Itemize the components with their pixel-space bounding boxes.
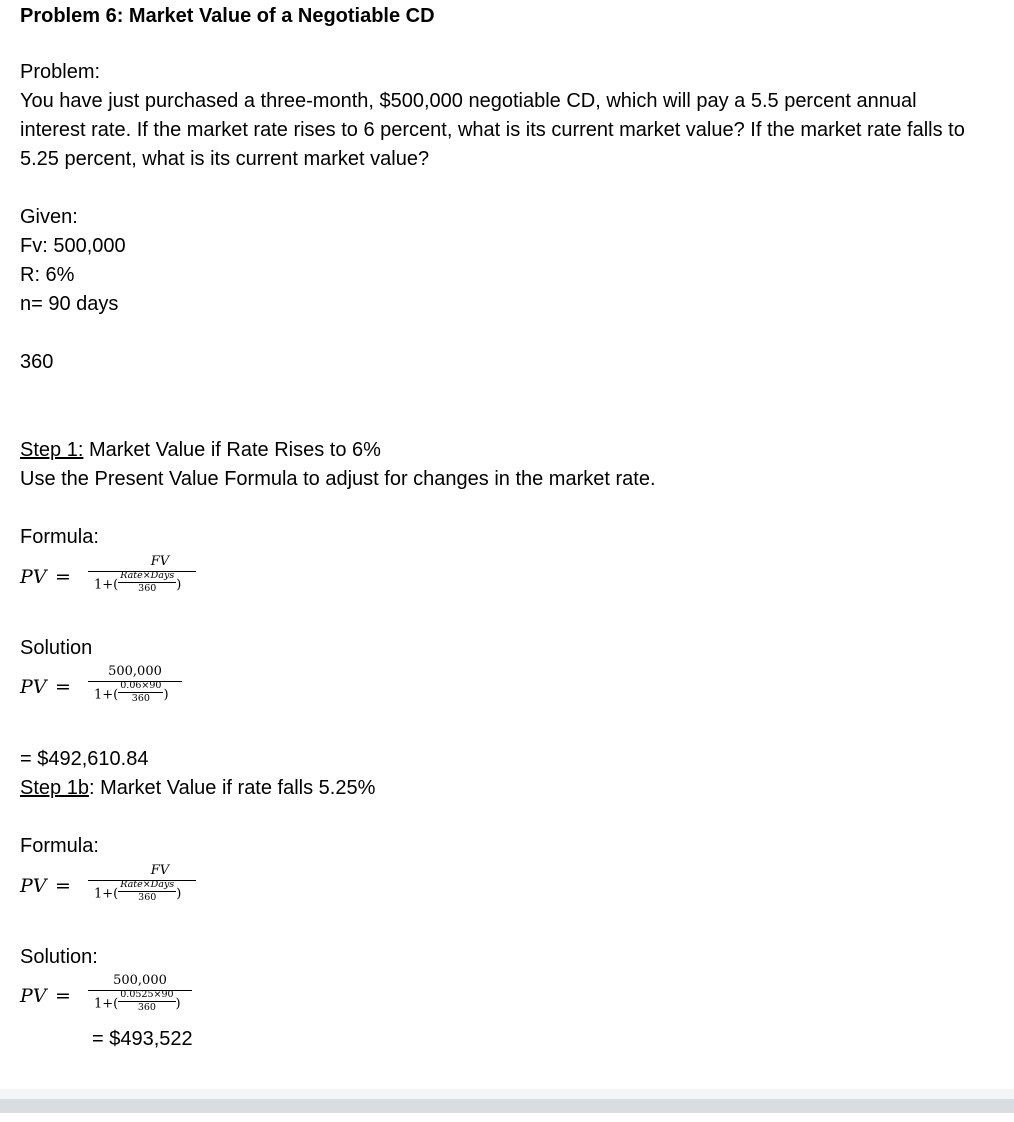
- fraction-denominator: [94, 879, 182, 906]
- horizontal-scrollbar[interactable]: [0, 1099, 1014, 1113]
- pv-symbol: PV: [20, 875, 47, 897]
- one-plus: 1+(: [94, 577, 119, 593]
- step1b-formula-label: Formula:: [20, 835, 99, 857]
- given-days: n= 90 days: [20, 293, 119, 315]
- fraction-numerator: FV: [150, 554, 170, 569]
- step1-result: = $492,610.84: [20, 748, 149, 770]
- fraction-denominator: [94, 989, 181, 1016]
- step1b-solution-label: Solution:: [20, 946, 98, 968]
- step1-prefix: Step 1:: [20, 439, 84, 461]
- close-paren: ): [163, 687, 169, 703]
- problem-label: Problem:: [20, 61, 101, 83]
- step1b-title: : Market Value if rate falls 5.25%: [88, 777, 376, 799]
- step1-heading: [20, 436, 381, 465]
- fraction-numerator: FV: [150, 863, 170, 878]
- step1-solution-label: Solution: [20, 637, 93, 659]
- inner-fraction: [118, 989, 175, 1013]
- inner-numerator: 0.06×90: [120, 680, 162, 691]
- one-plus: 1+(: [94, 996, 119, 1012]
- page-footer-gap: [0, 1089, 1014, 1099]
- step1b-result: = $493,522: [92, 1028, 193, 1050]
- inner-numerator: Rate×Days: [120, 879, 175, 890]
- inner-fraction: [118, 879, 176, 903]
- equals-sign: =: [55, 566, 71, 588]
- fraction-denominator: [94, 570, 182, 597]
- step1b-prefix: Step 1b: [20, 777, 89, 799]
- step1-title: Market Value if Rate Rises to 6%: [83, 439, 381, 461]
- given-denominator: 360: [20, 351, 54, 373]
- step1-description: Use the Present Value Formula to adjust for changes in the market rate.: [20, 468, 656, 490]
- inner-fraction: [118, 680, 163, 704]
- fraction-denominator: [94, 680, 169, 707]
- pv-symbol: PV: [20, 676, 47, 698]
- given-rate: R: 6%: [20, 264, 75, 286]
- given-fv: Fv: 500,000: [20, 235, 126, 257]
- one-plus: 1+(: [94, 886, 119, 902]
- inner-denominator: 360: [131, 693, 150, 704]
- inner-denominator: 360: [137, 1002, 156, 1013]
- step1b-heading: [20, 774, 375, 803]
- close-paren: ): [176, 577, 182, 593]
- step1-formula-label: Formula:: [20, 526, 99, 548]
- problem-text: You have just purchased a three-month, $500,000 negotiable CD, which will pay a 5.5 percent annual interest rate. If the market rate rises to 6 percent, what is its current market value? If the market rate falls to 5.25 percent, what is its current market value?: [20, 90, 965, 170]
- inner-numerator: Rate×Days: [120, 570, 175, 581]
- equals-sign: =: [55, 875, 71, 897]
- fraction-numerator: 500,000: [108, 664, 162, 679]
- pv-symbol: PV: [20, 985, 47, 1007]
- close-paren: ): [176, 886, 182, 902]
- inner-denominator: 360: [138, 583, 157, 594]
- close-paren: ): [175, 996, 181, 1012]
- inner-denominator: 360: [138, 892, 157, 903]
- one-plus: 1+(: [94, 687, 119, 703]
- equals-sign: =: [55, 676, 71, 698]
- fraction-numerator: 500,000: [113, 973, 167, 988]
- pv-symbol: PV: [20, 566, 47, 588]
- page-title: Problem 6: Market Value of a Negotiable CD: [20, 5, 435, 27]
- equals-sign: =: [55, 985, 71, 1007]
- given-label: Given:: [20, 206, 78, 228]
- inner-numerator: 0.0525×90: [120, 989, 174, 1000]
- inner-fraction: [118, 570, 176, 594]
